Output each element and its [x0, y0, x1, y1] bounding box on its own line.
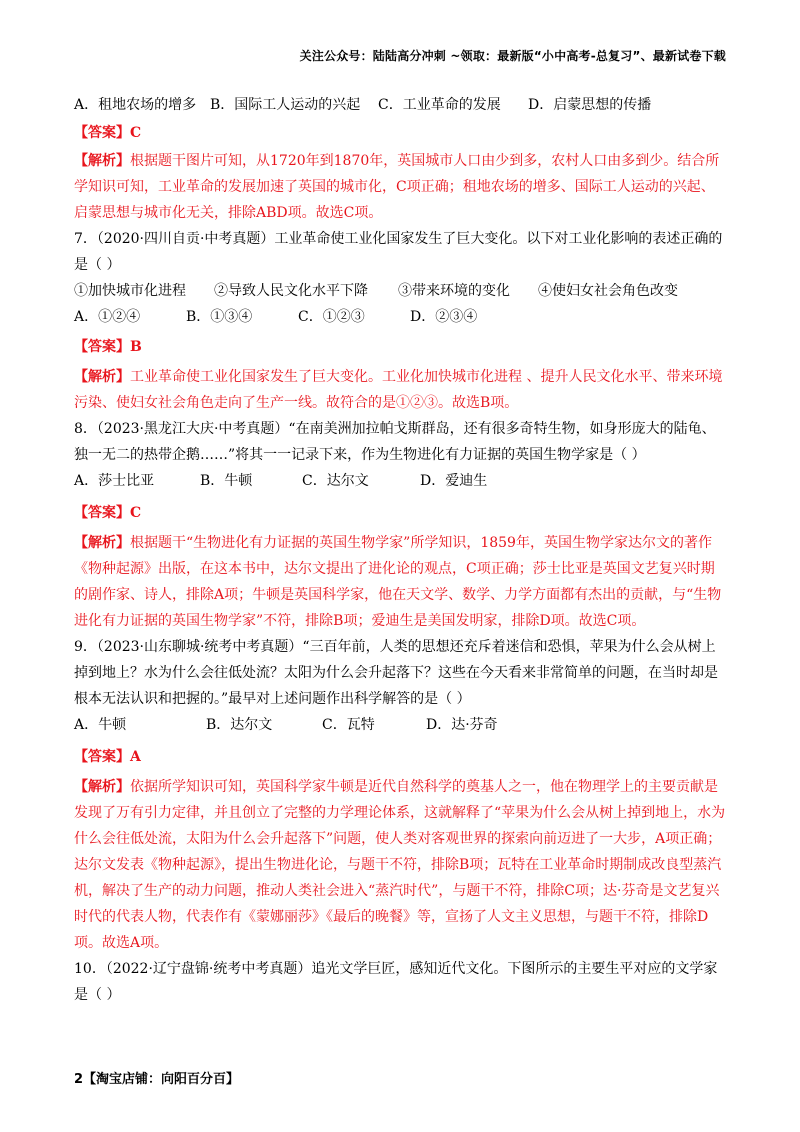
- q7-stem: 7．（2020·四川自贡·中考真题）工业革命使工业化国家发生了巨大变化。以下对工业化影响的表述正确的是（ ）: [74, 231, 723, 273]
- q9-options: [74, 712, 726, 738]
- q9-option-a: A．牛顿: [74, 717, 127, 733]
- q7-item-1: ①加快城市化进程: [74, 283, 186, 299]
- page-footer: 2【淘宝店铺：向阳百分百】: [74, 1072, 240, 1087]
- q7-option-a: A．①②④: [74, 309, 141, 325]
- q8-analysis-text: 根据题干“生物进化有力证据的英国生物学家”所学知识，1859年，英国生物学家达尔文的著作《物种起源》出版，在这本书中，达尔文提出了进化论的观点，C项正确；莎士比亚是英国文艺复兴时期的剧作家、诗人，排除A项；牛顿是英国科学家，他在天文学、数学、力学方面都有杰出的贡献，与“生物进化有力证据的英国生物学家”不符，排除B项；爱迪生是美国发明家，排除D项。故选C项。: [74, 535, 722, 629]
- q8-option-b: B．牛顿: [200, 473, 253, 489]
- q8-options: [74, 468, 726, 494]
- q8-option-d: D．爱迪生: [420, 473, 488, 489]
- q6-option-a: A．租地农场的增多: [74, 97, 197, 113]
- q6-analysis-text: 根据题干图片可知，从1720年到1870年，英国城市人口由少到多，农村人口由多到少。结合所学知识可知，工业革命的发展加速了英国的城市化，C项正确；租地农场的增多、国际工人运动的兴起、启蒙思想与城市化无关，排除ABD项。故选C项。: [74, 153, 720, 221]
- q7-item-3: ③带来环境的变化: [398, 283, 510, 299]
- q6-option-d: D．启蒙思想的传播: [528, 97, 652, 113]
- q9-analysis: [74, 774, 726, 956]
- q7-item-2: ②导致人民文化水平下降: [214, 283, 368, 299]
- q7-items: [74, 278, 726, 304]
- q7-option-c: C．①②③: [298, 309, 365, 325]
- q6-option-b: B．国际工人运动的兴起: [210, 97, 361, 113]
- q9-analysis-label: 【解析】: [74, 779, 130, 795]
- q9-answer: 【答案】A: [74, 749, 141, 765]
- q10-stem: 10．（2022·辽宁盘锦·统考中考真题）追光文学巨匠，感知近代文化。下图所示的主要生平对应的文学家是（ ）: [74, 961, 718, 1003]
- q6-analysis-label: 【解析】: [74, 153, 130, 169]
- q7-item-4: ④使妇女社会角色改变: [538, 283, 678, 299]
- q6-option-c: C．工业革命的发展: [378, 97, 501, 113]
- q7-answer: 【答案】B: [74, 339, 142, 355]
- q6-options: [74, 92, 726, 118]
- q9-analysis-text: 依据所学知识可知，英国科学家牛顿是近代自然科学的奠基人之一，他在物理学上的主要贡献是发现了万有引力定律，并且创立了完整的力学理论体系，这就解释了“苹果为什么会从树上掉到地上，水为什么会往低处流，太阳为什么会升起落下”问题，使人类对客观世界的探索向前迈进了一大步，A项正确；达尔文发表《物种起源》，提出生物进化论，与题干不符，排除B项；瓦特在工业革命时期制成改良型蒸汽机，解决了生产的动力问题，推动人类社会进入“蒸汽时代”，与题干不符，排除C项；达·芬奇是文艺复兴时代的代表人物，代表作有《蒙娜丽莎》《最后的晚餐》等，宣扬了人文主义思想，与题干不符，排除D项。故选A项。: [74, 779, 726, 951]
- q9-option-b: B．达尔文: [206, 717, 273, 733]
- q8-answer: 【答案】C: [74, 505, 142, 521]
- q8-stem: 8．（2023·黑龙江大庆·中考真题）“在南美洲加拉帕戈斯群岛，还有很多奇特生物，如身形庞大的陆龟、独一无二的热带企鹅……”将其一一记录下来，作为生物进化有力证据的英国生物学家是（ ）: [74, 421, 716, 463]
- q8-option-a: A．莎士比亚: [74, 473, 155, 489]
- q8-analysis: [74, 530, 726, 634]
- q8-analysis-label: 【解析】: [74, 535, 130, 551]
- document-body: [74, 92, 726, 1008]
- q8-option-c: C．达尔文: [302, 473, 369, 489]
- q7-options: [74, 304, 726, 330]
- q9-option-c: C．瓦特: [322, 717, 375, 733]
- q6-analysis: [74, 148, 726, 226]
- q7-option-b: B．①③④: [186, 309, 253, 325]
- q7-analysis-text: 工业革命使工业化国家发生了巨大变化。工业化加快城市化进程 、提升人民文化水平、带来环境污染、使妇女社会角色走向了生产一线。故符合的是①②③。故选B项。: [74, 369, 723, 411]
- q7-analysis: [74, 364, 726, 416]
- q7-option-d: D．②③④: [410, 309, 478, 325]
- q6-answer: 【答案】C: [74, 125, 142, 141]
- q9-option-d: D．达·芬奇: [426, 717, 498, 733]
- page-header: 关注公众号：陆陆高分冲刺 ~领取：最新版“小中高考-总复习”、最新试卷下载: [299, 49, 726, 63]
- q9-stem: 9．（2023·山东聊城·统考中考真题）“三百年前，人类的思想还充斥着迷信和恐惧，苹果为什么会从树上掉到地上？水为什么会往低处流？太阳为什么会升起落下？这些在今天看来非常简单的问题，在当时却是根本无法认识和把握的。”最早对上述问题作出科学解答的是（ ）: [74, 639, 718, 707]
- q7-analysis-label: 【解析】: [74, 369, 130, 385]
